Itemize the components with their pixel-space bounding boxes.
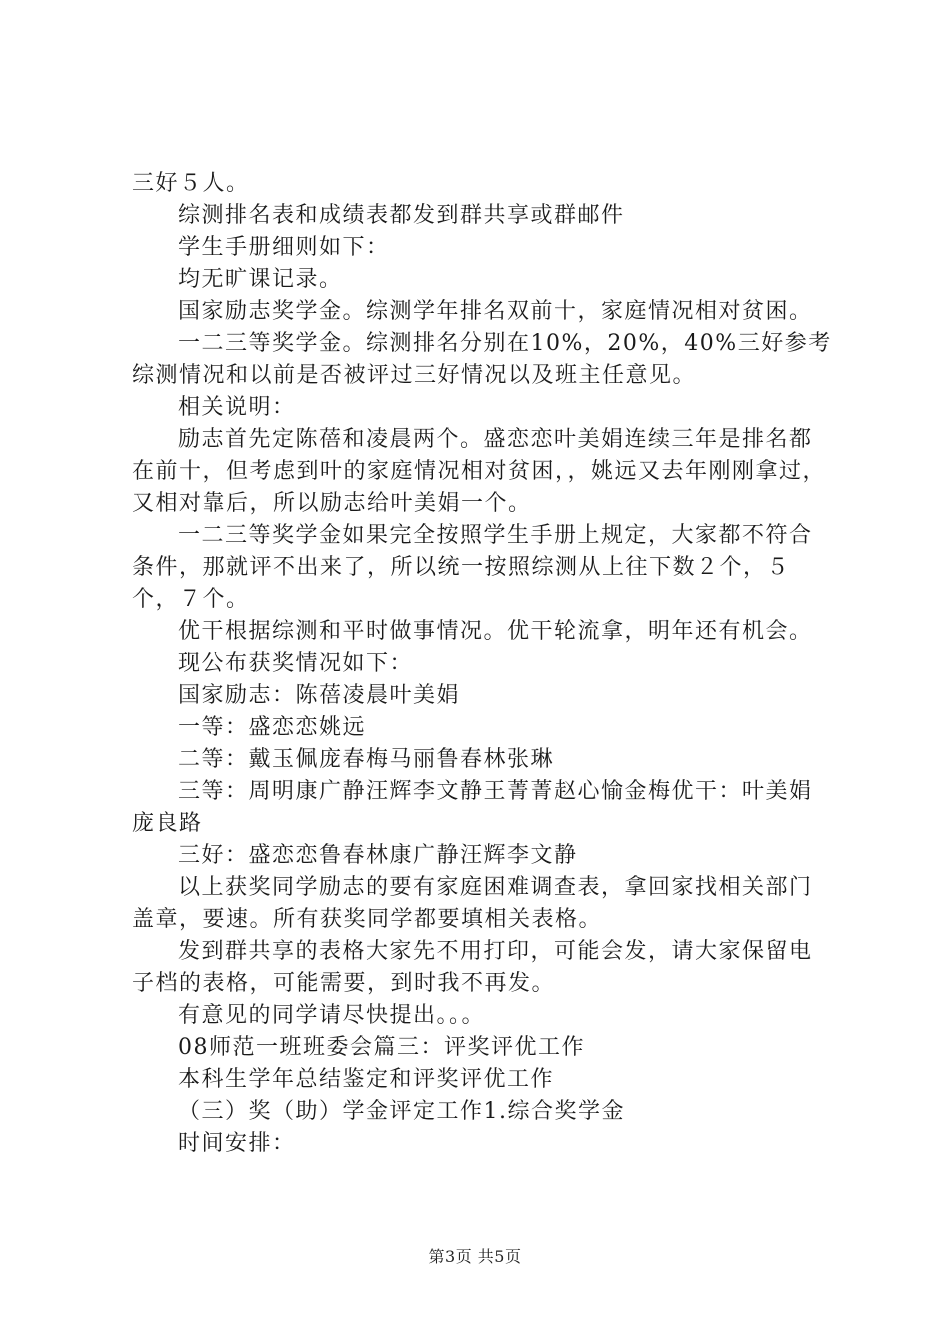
document-body [132, 168, 832, 1160]
paragraph: 三好：盛恋恋鲁春林康广静汪辉李文静 [178, 843, 578, 868]
paragraph: 励志首先定陈蓓和凌晨两个。盛恋恋叶美娟连续三年是排名都在前十，但考虑到叶的家庭情况相对贫困，，姚远又去年刚刚拿过，又相对靠后，所以励志给叶美娟一个。 [132, 427, 827, 516]
paragraph: 三好５人。 [132, 171, 250, 196]
paragraph: 一等：盛恋恋姚远 [178, 715, 367, 740]
paragraph: 一二三等奖学金。综测排名分别在10%，20%，40%三好参考综测情况和以前是否被评过三好情况以及班主任意见。 [132, 331, 832, 388]
paragraph: 时间安排： [178, 1131, 296, 1156]
paragraph: 相关说明： [178, 395, 296, 420]
paragraph: 本科生学年总结鉴定和评奖评优工作 [178, 1067, 555, 1092]
paragraph: 以上获奖同学励志的要有家庭困难调查表，拿回家找相关部门盖章，要速。所有获奖同学都要填相关表格。 [132, 875, 813, 932]
paragraph: 国家励志：陈蓓凌晨叶美娟 [178, 683, 461, 708]
paragraph: 综测排名表和成绩表都发到群共享或群邮件 [178, 203, 625, 228]
paragraph: 二等：戴玉佩庞春梅马丽鲁春林张琳 [178, 747, 555, 772]
paragraph: 一二三等奖学金如果完全按照学生手册上规定，大家都不符合条件，那就评不出来了，所以统一按照综测从上往下数２个，５个，７个。 [132, 523, 813, 612]
paragraph: 现公布获奖情况如下： [178, 651, 414, 676]
page-footer: 第3页 共5页 [428, 1247, 522, 1266]
paragraph: 优干根据综测和平时做事情况。优干轮流拿，明年还有机会。 [178, 619, 813, 644]
paragraph: 发到群共享的表格大家先不用打印，可能会发，请大家保留电子档的表格，可能需要，到时我不再发。 [132, 939, 813, 996]
paragraph: 三等：周明康广静汪辉李文静王菁菁赵心愉金梅优干：叶美娟庞良路 [132, 779, 813, 836]
paragraph: 国家励志奖学金。综测学年排名双前十，家庭情况相对贫困。 [178, 299, 813, 324]
paragraph: 08师范一班班委会篇三：评奖评优工作 [178, 1035, 585, 1060]
paragraph: （三）奖（助）学金评定工作1.综合奖学金 [178, 1099, 625, 1124]
paragraph: 学生手册细则如下： [178, 235, 390, 260]
paragraph: 有意见的同学请尽快提出。。。 [178, 1003, 486, 1028]
paragraph: 均无旷课记录。 [178, 267, 343, 292]
